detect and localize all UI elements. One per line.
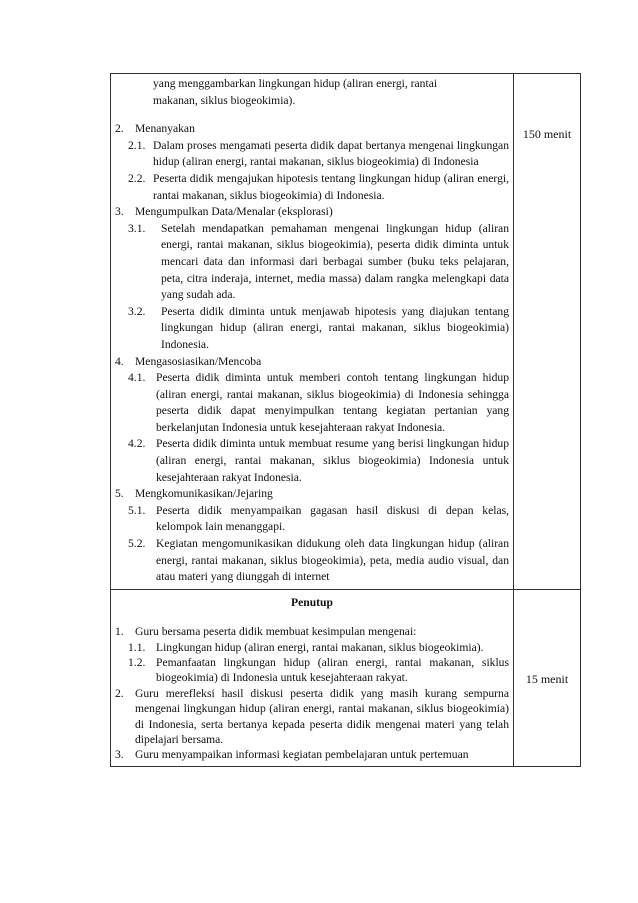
sub-step <box>128 138 509 171</box>
sub-step <box>128 536 509 586</box>
sub-step-number: 3.1. <box>128 221 146 235</box>
step-number: 2. <box>115 122 124 136</box>
sub-step-number: 5.1. <box>128 503 146 517</box>
item-text: Guru merefleksi hasil diskusi peserta didik yang masih kurang sempurna mengenai lingkungan hidup (aliran energi, rantai makanan, siklus biogeokimia) di Indonesia, serta bertanya kepada peserta didik mengenai materi yang telah dipelajari bersama. <box>135 686 509 747</box>
sub-step-text: Kegiatan mengomunikasikan didukung oleh data lingkungan hidup (aliran energi, rantai makanan, siklus biogeokimia), peta, media audio visual, dan atau materi yang diunggah di internet <box>156 537 509 584</box>
step-mengasosiasikan <box>115 354 509 371</box>
continued-line: yang menggambarkan lingkungan hidup (aliran energi, rantai <box>153 77 438 90</box>
closing-item <box>115 686 509 748</box>
item-text: Guru menyampaikan informasi kegiatan pembelajaran untuk pertemuan <box>135 748 469 762</box>
closing-row <box>111 589 581 766</box>
continued-text <box>115 76 509 109</box>
step-title: Mengasosiasikan/Mencoba <box>135 354 262 368</box>
sub-step <box>128 436 509 486</box>
closing-cell <box>111 589 514 766</box>
sub-item-number: 1.2. <box>128 656 146 670</box>
sub-step-number: 2.1. <box>128 138 146 152</box>
core-activity-time-cell <box>514 74 581 590</box>
closing-item <box>115 624 509 639</box>
item-number: 1. <box>115 625 124 639</box>
sub-step <box>128 304 509 354</box>
sub-item <box>128 640 509 655</box>
section-heading: Penutup <box>291 595 333 609</box>
step-number: 3. <box>115 205 124 219</box>
core-activity-row <box>111 74 581 590</box>
sub-step-number: 2.2. <box>128 171 146 185</box>
sub-item-number: 1.1. <box>128 640 146 654</box>
step-mengumpulkan-data <box>115 204 509 221</box>
continued-line: makanan, siklus biogeokimia). <box>153 93 296 107</box>
item-text: Guru bersama peserta didik membuat kesimpulan mengenai: <box>135 625 417 639</box>
sub-step-number: 3.2. <box>128 304 146 318</box>
sub-step-text: Peserta didik diminta untuk memberi contoh tentang lingkungan hidup (aliran energi, rantai makanan, siklus biogeokimia) di Indonesia sehingga peserta didik dapat menyimpulkan tentang kegiatan pertanian yang berkelanjutan Indonesia untuk kesejahteraan rakyat Indonesia. <box>156 371 509 434</box>
sub-step <box>128 221 509 304</box>
sub-step <box>128 503 509 536</box>
closing-item <box>115 747 509 762</box>
sub-step-number: 4.1. <box>128 371 146 385</box>
step-title: Mengkomunikasikan/Jejaring <box>135 487 273 501</box>
step-title: Menanyakan <box>135 122 195 136</box>
sub-step-text: Peserta didik diminta untuk menjawab hipotesis yang diajukan tentang lingkungan hidup (aliran energi, rantai makanan, siklus biogeokimia) Indonesia. <box>161 304 509 351</box>
closing-time-cell <box>514 589 581 766</box>
step-number: 4. <box>115 354 124 368</box>
lesson-plan-table <box>110 73 581 767</box>
sub-step-text: Peserta didik menyampaikan gagasan hasil diskusi di depan kelas, kelompok lain menanggapi. <box>156 503 509 534</box>
duration-label: 150 menit <box>522 127 572 141</box>
sub-step-text: Peserta didik mengajukan hipotesis tentang lingkungan hidup (aliran energi, rantai makanan, siklus biogeokimia) di Indonesia. <box>153 171 509 202</box>
sub-step-text: Peserta didik diminta untuk membuat resume yang berisi lingkungan hidup (aliran energi, rantai makanan, siklus biogeokimia) Indonesia untuk kesejahteraan rakyat Indonesia. <box>156 437 509 484</box>
step-menanyakan <box>115 121 509 138</box>
step-mengkomunikasikan <box>115 486 509 503</box>
item-number: 3. <box>115 748 124 762</box>
sub-step-text: Setelah mendapatkan pemahaman mengenai lingkungan hidup (aliran energi, rantai makanan, siklus biogeokimia), peserta didik diminta untuk mencari data dan informasi dari berbagai sumber (buku teks pelajaran, peta, citra inderaja, internet, media massa) dalam rangka melengkapi data yang sudah ada. <box>161 221 509 302</box>
sub-item <box>128 655 509 686</box>
core-activity-cell <box>111 74 514 590</box>
sub-step <box>128 370 509 436</box>
sub-step-text: Dalam proses mengamati peserta didik dapat bertanya mengenai lingkungan hidup (aliran energi, rantai makanan, siklus biogeokimia) di Indonesia <box>153 138 509 169</box>
sub-step-number: 5.2. <box>128 537 146 551</box>
duration-label: 15 menit <box>525 671 569 686</box>
step-title: Mengumpulkan Data/Menalar (eksplorasi) <box>135 205 333 219</box>
sub-item-text: Pemanfaatan lingkungan hidup (aliran energi, rantai makanan, siklus biogeokimia) di Indonesia untuk kesejahteraan rakyat. <box>156 656 509 685</box>
item-number: 2. <box>115 686 124 700</box>
sub-item-text: Lingkungan hidup (aliran energi, rantai makanan, siklus biogeokimia). <box>156 640 484 654</box>
step-number: 5. <box>115 487 124 501</box>
sub-step-number: 4.2. <box>128 437 146 451</box>
sub-step <box>128 171 509 204</box>
